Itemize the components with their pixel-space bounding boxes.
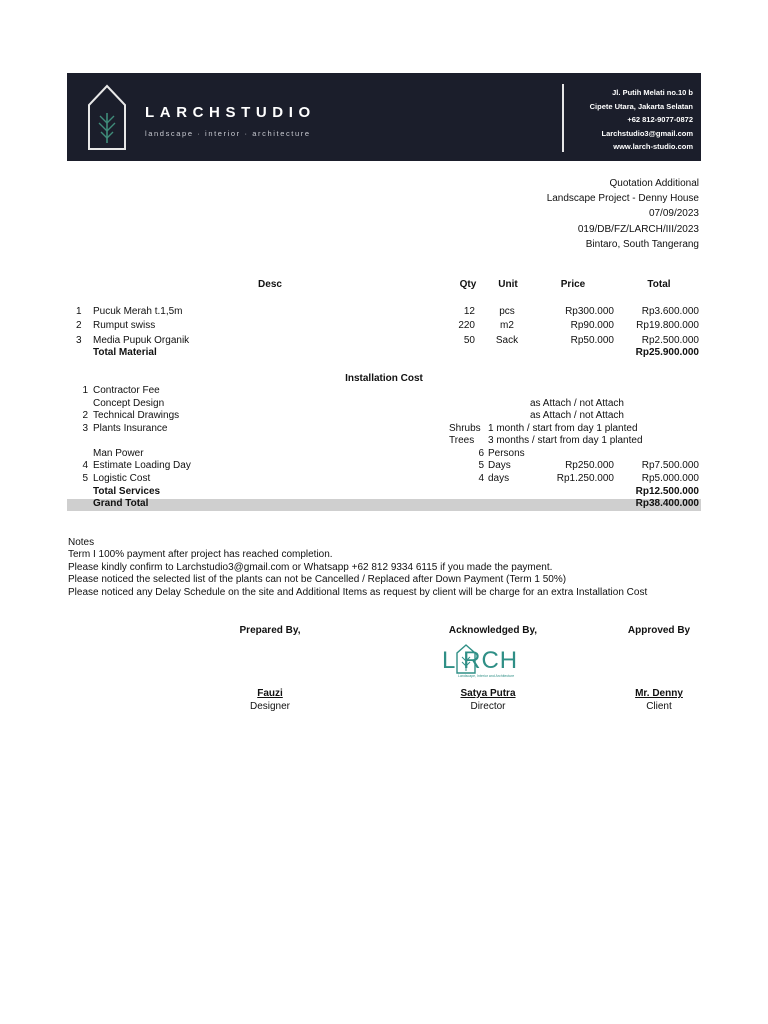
header-banner xyxy=(67,73,701,161)
loading-day-unit: Days xyxy=(488,460,511,471)
row-total: Rp2.500.000 xyxy=(641,335,699,346)
logistic-cost-qty: 4 xyxy=(478,473,484,484)
logistic-cost-label: Logistic Cost xyxy=(93,473,151,484)
note-line: Term I 100% payment after project has reached completion. xyxy=(68,549,333,561)
man-power-unit: Persons xyxy=(488,448,525,459)
man-power-qty: 6 xyxy=(478,448,484,459)
row-price: Rp50.000 xyxy=(570,335,614,346)
row-qty: 12 xyxy=(463,306,475,317)
grand-total-label: Grand Total xyxy=(93,498,149,509)
row-number: 1 xyxy=(82,385,88,396)
quote-location: Bintaro, South Tangerang xyxy=(585,238,699,250)
larch-logo-text: L RCH xyxy=(442,647,519,674)
row-unit: Sack xyxy=(495,335,519,346)
approved-by-name: Mr. Denny xyxy=(635,688,683,699)
row-number: 5 xyxy=(82,473,88,484)
notes-title: Notes xyxy=(68,537,95,548)
row-qty: 50 xyxy=(463,335,475,346)
website-url: www.larch-studio.com xyxy=(613,142,693,151)
concept-design-label: Concept Design xyxy=(93,398,165,409)
trees-note: 3 months / start from day 1 planted xyxy=(488,435,643,446)
prepared-by-label: Prepared By, xyxy=(239,625,301,636)
approved-by-label: Approved By xyxy=(627,625,691,636)
concept-design-note: as Attach / not Attach xyxy=(530,398,624,409)
contact-block xyxy=(590,86,693,154)
shrubs-label: Shrubs xyxy=(449,423,481,434)
note-line: Please noticed any Delay Schedule on the site and Additional Items as request by client will be charge for an extra Installation Cost xyxy=(68,586,648,598)
man-power-label: Man Power xyxy=(93,448,144,459)
column-header-desc: Desc xyxy=(258,279,282,290)
prepared-by-role: Designer xyxy=(249,701,291,712)
row-total: Rp19.800.000 xyxy=(636,320,699,331)
column-header-qty: Qty xyxy=(459,279,477,290)
total-material-label: Total Material xyxy=(93,347,157,358)
grand-total-bar xyxy=(67,499,701,511)
note-line: Please noticed the selected list of the plants can not be Cancelled / Replaced after Down Payment (Term 1 50%) xyxy=(68,574,567,586)
loading-day-price: Rp250.000 xyxy=(565,460,614,471)
quote-info xyxy=(547,176,699,252)
house-logo-icon xyxy=(87,83,127,151)
row-price: Rp90.000 xyxy=(570,320,614,331)
quote-type: Quotation Additional xyxy=(609,178,699,189)
address-line-1: Jl. Putih Melati no.10 b xyxy=(612,88,693,97)
technical-drawings-label: Technical Drawings xyxy=(93,410,180,421)
row-number: 2 xyxy=(82,410,88,421)
brand-name: LARCHSTUDIO xyxy=(145,104,316,121)
project-name: Landscape Project - Denny House xyxy=(546,193,699,205)
shrubs-note: 1 month / start from day 1 planted xyxy=(488,423,638,434)
acknowledged-by-name: Satya Putra xyxy=(460,688,516,699)
row-number: 4 xyxy=(82,460,88,471)
loading-day-total: Rp7.500.000 xyxy=(641,460,699,471)
total-services-label: Total Services xyxy=(93,486,161,497)
row-unit: pcs xyxy=(499,306,515,317)
loading-day-label: Estimate Loading Day xyxy=(93,460,191,471)
brand-tagline: landscape · interior · architecture xyxy=(145,129,311,138)
row-price: Rp300.000 xyxy=(565,306,614,317)
acknowledged-by-label: Acknowledged By, xyxy=(448,625,538,636)
logistic-cost-total: Rp5.000.000 xyxy=(641,473,699,484)
plants-insurance-label: Plants Insurance xyxy=(93,423,168,434)
total-material-value: Rp25.900.000 xyxy=(635,347,699,358)
quote-number: 019/DB/FZ/LARCH/III/2023 xyxy=(577,223,699,235)
prepared-by-name: Fauzi xyxy=(257,688,283,699)
row-qty: 220 xyxy=(458,320,475,331)
technical-drawings-note: as Attach / not Attach xyxy=(530,410,624,421)
banner-divider xyxy=(562,84,564,152)
note-line: Please kindly confirm to Larchstudio3@gmail.com or Whatsapp +62 812 9334 6115 if you made the payment. xyxy=(68,561,553,573)
loading-day-qty: 5 xyxy=(478,460,484,471)
column-header-unit: Unit xyxy=(498,279,518,290)
notes-section xyxy=(68,537,647,599)
row-number: 3 xyxy=(82,423,88,434)
row-unit: m2 xyxy=(500,320,514,331)
contractor-fee-label: Contractor Fee xyxy=(93,385,160,396)
quote-date: 07/09/2023 xyxy=(648,208,699,220)
row-number: 1 xyxy=(76,306,82,317)
email-address: Larchstudio3@gmail.com xyxy=(601,128,693,138)
column-header-price: Price xyxy=(560,279,586,290)
grand-total-value: Rp38.400.000 xyxy=(635,498,699,509)
larch-stamp-logo xyxy=(442,644,542,680)
installation-heading: Installation Cost xyxy=(345,373,423,384)
phone-number: +62 812-9077-0872 xyxy=(627,115,693,124)
row-desc: Pucuk Merah t.1,5m xyxy=(93,306,183,317)
column-header-total: Total xyxy=(647,279,671,290)
total-services-value: Rp12.500.000 xyxy=(635,486,699,497)
trees-label: Trees xyxy=(449,435,475,446)
approved-by-role: Client xyxy=(646,701,672,712)
row-desc: Rumput swiss xyxy=(93,320,156,331)
logistic-cost-price: Rp1.250.000 xyxy=(556,473,614,484)
row-desc: Media Pupuk Organik xyxy=(93,335,190,346)
row-number: 2 xyxy=(76,320,82,331)
address-line-2: Cipete Utara, Jakarta Selatan xyxy=(589,101,693,111)
logistic-cost-unit: days xyxy=(488,473,510,484)
acknowledged-by-role: Director xyxy=(470,701,506,712)
larch-logo-tagline: Landscape, Interior and Architecture xyxy=(458,674,515,678)
row-total: Rp3.600.000 xyxy=(641,306,699,317)
row-number: 3 xyxy=(76,335,82,346)
